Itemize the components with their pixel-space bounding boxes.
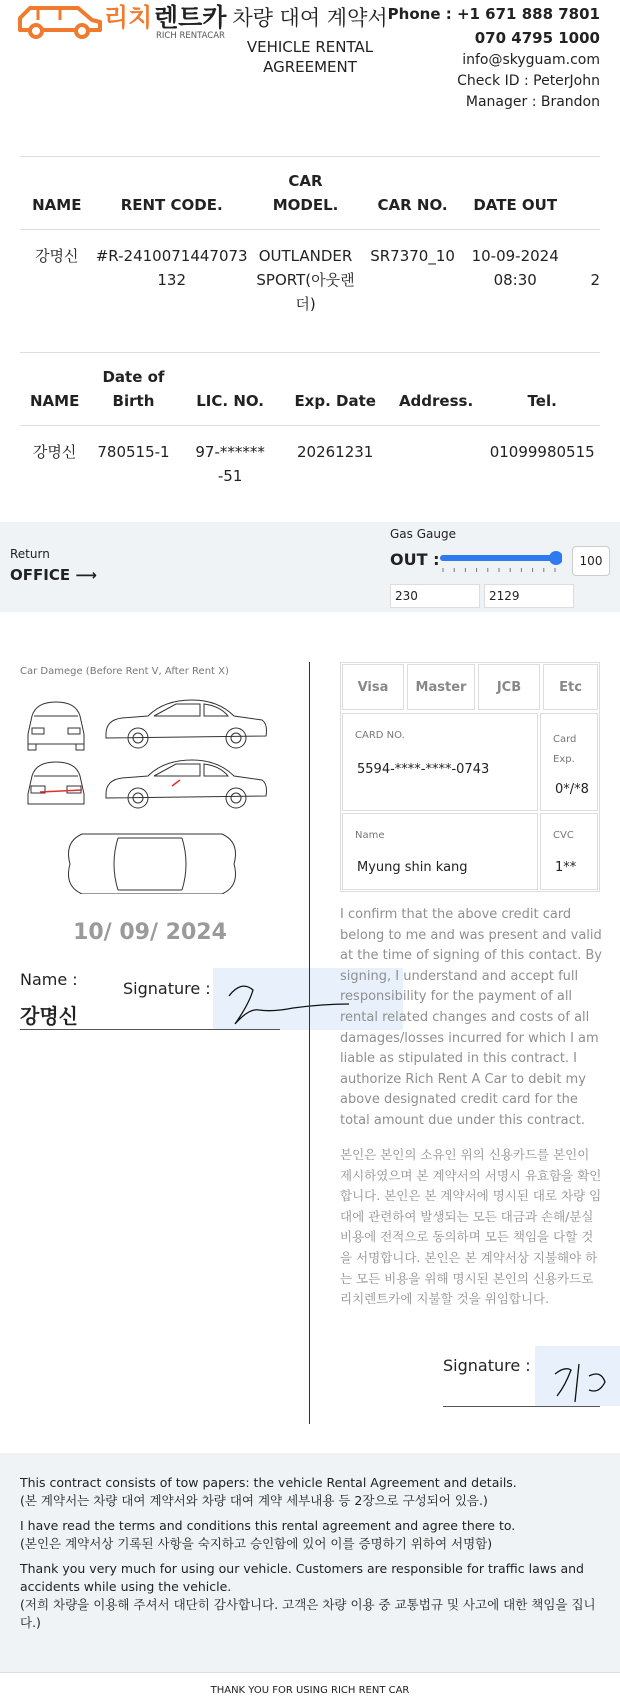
contract-title-korean: 차량 대여 계약서 [232, 6, 388, 30]
cardholder-name-value: Myung shin kang [357, 860, 468, 875]
table-cell: OUTLANDER SPORT(아웃랜더) [256, 246, 355, 313]
gas-gauge-slider[interactable] [440, 550, 562, 580]
damage-mark [40, 790, 82, 792]
column-header: Exp. Date [283, 353, 388, 425]
return-label: Return [10, 547, 50, 561]
table-cell: 강명신 [32, 442, 77, 461]
card-brand-visa[interactable]: Visa [342, 664, 404, 710]
table-cell: #R-2410071447073132 [95, 246, 248, 289]
contract-title-english: VEHICLE RENTAL AGREEMENT [246, 38, 374, 76]
card-exp-field[interactable] [540, 713, 598, 811]
car-side-view-right [106, 760, 267, 808]
consent-text-korean: 본인은 본인의 소유인 위의 신용카드를 본인이 제시하였으며 본 계약서의 서명시 유효함을 확인합니다. 본인은 본 계약서에 명시된 대로 차량 임대에 관련하여 발생되는 모든 대금과 손해/분실비용에 전적으로 동의하며 모든 책임을 다할 것을 서명합니다. 본인은 본 계약서상 지불해야 하는 모든 비용을 위해 명시된 본인의 신용카드로 리치렌트카에 지불할 것을 위임합니다. [340, 1147, 602, 1307]
note-line-korean: (저희 차량을 이용해 주셔서 대단히 감사합니다. 고객은 차량 이용 중 교통법규 및 사고에 대한 책임을 집니다.) [20, 1597, 596, 1630]
note-line-english: I have read the terms and conditions this rental agreement and agree there to. [20, 1518, 516, 1533]
card-signature-underline [443, 1406, 600, 1407]
cardholder-name-label: Name [355, 830, 385, 841]
customer-name: 강명신 [20, 1004, 78, 1028]
footer-divider [0, 1672, 620, 1673]
cardholder-name-field[interactable] [342, 813, 538, 890]
phone-number[interactable]: Phone : +1 671 888 7801 [387, 5, 600, 23]
table-cell: 97-******-51 [195, 442, 265, 485]
signature-label: Signature : [123, 979, 211, 998]
phone-number-2[interactable]: 070 4795 1000 [474, 29, 600, 47]
gas-level-input[interactable]: 100 [572, 546, 610, 576]
rental-info-table [20, 157, 600, 316]
table-cell: 780515-1 [97, 442, 170, 461]
card-number-value: 5594-****-****-0743 [357, 762, 490, 777]
table-cell: 강명신 [35, 246, 79, 265]
card-number-field[interactable] [342, 713, 538, 811]
column-header: CAR NO. [361, 157, 464, 229]
driver-info-table [20, 353, 600, 488]
car-front-view [28, 702, 84, 750]
table-cell: SR7370_10 [370, 246, 455, 265]
mileage-out-field[interactable]: 230 [390, 584, 480, 608]
table-cell: 10-09-2024 08:30 [471, 246, 559, 289]
svg-text:리치: 리치 [104, 3, 153, 32]
return-location [10, 566, 97, 584]
contract-date: 10/ 09/ 2024 [73, 920, 227, 945]
column-header: Date of Birth [89, 353, 177, 425]
arrow-right-icon: ⟶ [75, 566, 97, 584]
customer-name-label: Name : [20, 970, 78, 989]
car-damage-diagram[interactable] [22, 694, 272, 894]
table-cell: 01099980515 [489, 442, 595, 461]
return-location-text: OFFICE [10, 566, 71, 584]
gas-gauge-label: Gas Gauge [390, 527, 456, 541]
cvc-value: 1** [555, 860, 577, 875]
column-header [567, 157, 601, 229]
table-cell: 2 [590, 270, 600, 289]
card-brand-master[interactable]: Master [407, 664, 475, 710]
column-header: CAR MODEL. [250, 157, 362, 229]
column-divider [309, 662, 310, 1424]
car-top-view [69, 834, 236, 894]
slider-thumb [549, 551, 562, 565]
table-cell [388, 425, 485, 488]
note-line-korean: (본 계약서는 차량 대여 계약서와 차량 대여 계약 세부내용 등 2장으로 구성되어 있음.) [20, 1493, 488, 1508]
table-row [20, 229, 600, 316]
card-signature-label: Signature : [443, 1356, 531, 1375]
credit-card-panel [340, 662, 600, 892]
mileage-in-field[interactable]: 2129 [484, 584, 574, 608]
table-cell: 20261231 [297, 442, 374, 461]
card-exp-label: Card Exp. [553, 734, 577, 765]
column-header: LIC. NO. [178, 353, 283, 425]
signature-underline [20, 1029, 280, 1030]
manager-name: Manager : Brandon [465, 94, 600, 110]
column-header: Tel. [484, 353, 600, 425]
note-line-english: Thank you very much for using our vehicle. Customers are responsible for traffic laws and accidents while using the vehicle. [20, 1561, 584, 1594]
card-signature-pad[interactable] [535, 1346, 620, 1406]
column-header: Address. [388, 353, 485, 425]
cvc-label: CVC [553, 830, 574, 841]
company-contact [388, 2, 600, 113]
card-exp-value: 0*/*8 [555, 782, 589, 797]
footer-thanks: THANK YOU FOR USING RICH RENT CAR [210, 1685, 410, 1696]
svg-text:RICH RENTACAR: RICH RENTACAR [156, 31, 225, 41]
table-row [20, 425, 600, 488]
column-header: DATE OUT [464, 157, 567, 229]
car-rear-view [28, 762, 84, 804]
consent-text-english: I confirm that the above credit card belong to me and was present and valid at the time of signing of this contact. By signing, I understand and accept full responsibility for the payment of all rental related changes and costs of all damages/losses incurred for which I am liable as stipulated in this contract. I authorize Rich Rent A Car to debit my above designated credit card for the total amount due under this contract. [340, 907, 602, 1128]
cvc-field[interactable] [540, 813, 598, 890]
note-line-english: This contract consists of tow papers: the vehicle Rental Agreement and details. [20, 1475, 517, 1490]
svg-text:렌트카: 렌트카 [154, 3, 227, 32]
card-brand-etc[interactable]: Etc [543, 664, 598, 710]
gas-out-label: OUT : [390, 550, 440, 569]
car-side-view-left [106, 700, 267, 748]
car-logo-icon [20, 8, 100, 37]
company-logo [18, 0, 228, 42]
terms-notes [20, 1474, 605, 1639]
check-id: Check ID : PeterJohn [457, 73, 600, 89]
damage-mark [172, 780, 180, 786]
column-header: NAME [20, 157, 94, 229]
email-address[interactable]: info@skyguam.com [462, 52, 600, 68]
damage-diagram-label: Car Damege (Before Rent V, After Rent X) [20, 666, 229, 677]
card-brand-jcb[interactable]: JCB [478, 664, 540, 710]
note-line-korean: (본인은 계약서상 기록된 사항을 숙지하고 승인함에 있어 이를 증명하기 위하여 서명함) [20, 1536, 493, 1551]
column-header: NAME [20, 353, 89, 425]
column-header: RENT CODE. [94, 157, 250, 229]
card-number-label: CARD NO. [355, 730, 405, 741]
